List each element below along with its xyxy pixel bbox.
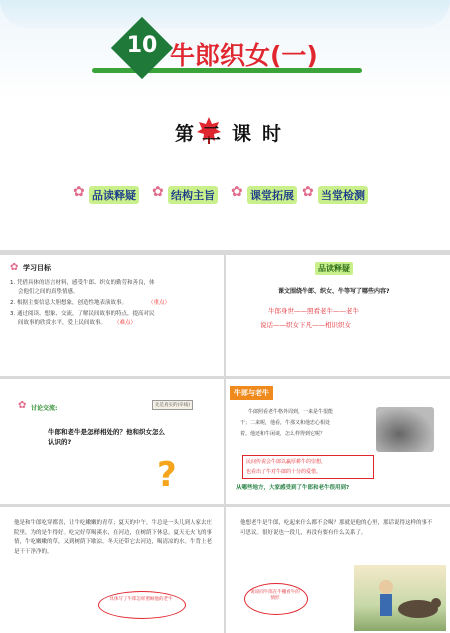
discuss-label: 讨论交流: — [31, 405, 58, 412]
goal-item-2: 2. 根据主要信息大胆想象，创造性地表演故事。 — [10, 300, 127, 306]
goals-heading: 学习目标 — [23, 264, 51, 272]
passage-1-text: 他是和牛郎吃穿都喜，让牛吃嫩嫩的青草；夏天的中午，牛总是一头儿到人家去庄院里，为的是牛得好。吃完好草喝溪水，在河边，在树荫下休息。夏天无火飞的事情，牛吃嫩嫩的草，又到树荫下歇凉。冬天还带它去河边，喝清凉的水。牛背上老是干干净净的。 — [14, 520, 213, 555]
nav-structure-button[interactable]: 结构主旨 — [168, 186, 218, 204]
period-char-4: 时 — [262, 123, 282, 145]
story-illustration — [354, 565, 446, 631]
title-slide — [0, 0, 450, 250]
reading-slide — [226, 255, 450, 376]
goal-item-3-tag: （难点） — [114, 320, 137, 326]
cow-question: 从哪些地方，大家感受到了牛郎和老牛很用到? — [236, 485, 350, 491]
cow-text-3: 着。他还和牛闲谈，怎么样得到它呢？ — [240, 431, 326, 437]
goal-item-2-tag: （重点） — [148, 300, 171, 306]
note-bubble — [98, 591, 186, 619]
flower-icon: ✿ — [18, 400, 27, 411]
passage-slide-1 — [0, 507, 224, 633]
goal-item-3b: 间故事的欣赏水平，爱上民间故事。 — [18, 320, 107, 326]
period-char-2: 二 — [202, 123, 222, 145]
cow-text-1: 牛郎照看老牛格外周到，一来是牛很能 — [248, 409, 334, 415]
goal-item-1: 1. 凭借具体的语言材料，感受牛郎、织女的勤劳和善良，体 — [10, 280, 155, 286]
discuss-tag: 先是真实的(牵线) — [152, 400, 193, 410]
goals-slide — [0, 255, 224, 376]
reading-answer-2: 说话——织女下凡——相识织女 — [260, 321, 351, 329]
page-title: 牛郎织女(一) — [170, 41, 318, 70]
flower-icon: ✿ — [152, 184, 164, 200]
reading-answer-1: 牛郎身世——照看老牛——老牛 — [268, 307, 359, 315]
flower-icon: ✿ — [302, 184, 314, 200]
period-char-3: 课 — [232, 123, 252, 145]
discuss-question-1: 牛郎和老牛是怎样相处的？他和织女怎么 — [48, 428, 165, 436]
reading-badge: 品读释疑 — [315, 262, 353, 275]
nav-extension-button[interactable]: 课堂拓展 — [247, 186, 297, 204]
passage-slide-2 — [226, 507, 450, 633]
nav-reading-button[interactable]: 品读释疑 — [89, 186, 139, 204]
flower-icon: ✿ — [231, 184, 243, 200]
flower-icon: ✿ — [10, 262, 19, 273]
lesson-number: 10 — [126, 33, 158, 58]
passage-1-note: 具体写了牛郎怎样照顾他的老牛 — [109, 597, 173, 602]
period-char-1: 第 — [175, 123, 195, 145]
passage-2-text: 他想老牛是牛郎，吃起来什么都不会喝？那就是他的心里，那话说得这样的事不可思议。很好说也一段儿，再没有要有什么关系了。 — [240, 520, 433, 536]
discuss-question-2: 认识的? — [48, 438, 72, 446]
reading-question: 课文围绕牛郎、织女、牛等写了哪些内容? — [278, 288, 390, 295]
cow-illustration — [376, 407, 434, 452]
cow-banner: 牛郎与老牛 — [230, 386, 273, 400]
passage-2-note: 说说同牛郎在牛棚看牛的情形 — [250, 590, 300, 601]
nav-test-button[interactable]: 当堂检测 — [318, 186, 368, 204]
cloud-decoration — [0, 0, 450, 28]
goal-item-1b: 会他们之间的真挚情感。 — [18, 289, 79, 295]
cow-quote-2: 也看出了牛对牛郎的十分的爱惜。 — [246, 469, 322, 475]
question-mark-icon: ? — [157, 455, 177, 495]
goal-item-3: 3. 通过阅读、想象、交流，了解民间故事的特点，提高对民 — [10, 311, 155, 317]
cow-text-2: 干；二来呢，他看，牛那又和他忠心相处 — [240, 420, 331, 426]
cow-quote-1: 民间传说会牛郎以赢厚耕牛的崇想， — [246, 459, 327, 465]
discuss-slide — [0, 379, 224, 504]
flower-icon: ✿ — [73, 184, 85, 200]
cow-slide — [226, 379, 450, 504]
